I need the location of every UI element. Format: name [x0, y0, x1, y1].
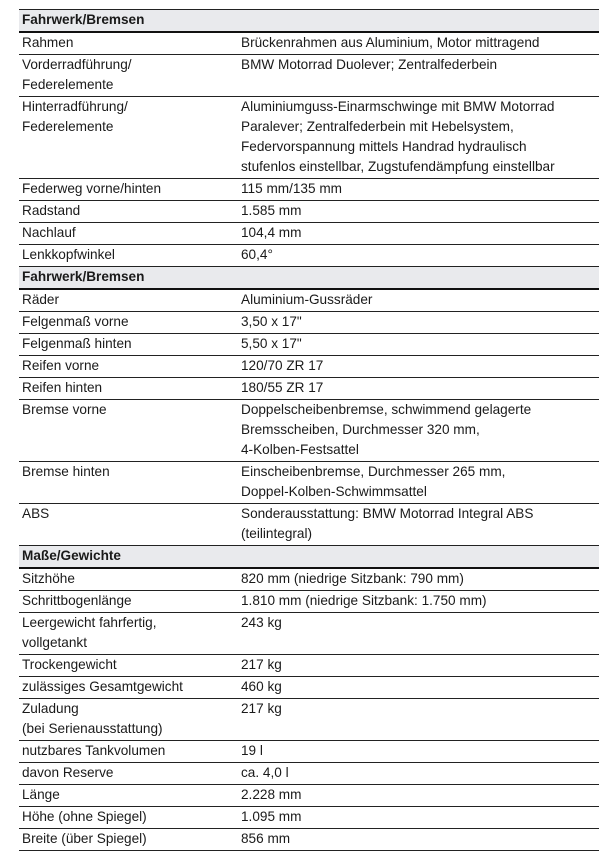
spec-value-line: Sonderausstattung: BMW Motorrad Integral ABS [241, 506, 534, 521]
spec-row [19, 223, 599, 245]
section-header [19, 267, 599, 290]
spec-label-line: Bremse hinten [22, 464, 110, 479]
spec-value [236, 201, 599, 223]
spec-row [19, 741, 599, 763]
spec-value [236, 289, 599, 312]
spec-label [19, 741, 236, 763]
spec-row [19, 55, 599, 97]
spec-value [236, 677, 599, 699]
spec-value-line: 820 mm (niedrige Sitzbank: 790 mm) [241, 571, 464, 586]
spec-label [19, 289, 236, 312]
section-header [19, 10, 599, 33]
spec-row [19, 97, 599, 179]
spec-value [236, 504, 599, 546]
spec-value-line: 3,50 x 17" [241, 314, 302, 329]
spec-value-line: 5,50 x 17" [241, 336, 302, 351]
spec-label-line: Radstand [22, 203, 81, 218]
spec-value-line: Aluminium-Gussräder [241, 292, 373, 307]
spec-value [236, 356, 599, 378]
spec-row [19, 591, 599, 613]
spec-label-line: Felgenmaß vorne [22, 314, 129, 329]
spec-label [19, 334, 236, 356]
spec-label-line: Reifen hinten [22, 380, 103, 395]
spec-label-line: davon Reserve [22, 765, 114, 780]
spec-row [19, 655, 599, 677]
spec-label [19, 245, 236, 267]
spec-label [19, 807, 236, 829]
spec-label [19, 763, 236, 785]
spec-value-line: 460 kg [241, 679, 282, 694]
spec-label-line: Leergewicht fahrfertig, [22, 615, 157, 630]
spec-value [236, 400, 599, 462]
spec-label-line: Räder [22, 292, 60, 307]
spec-label [19, 504, 236, 546]
spec-value-line: 104,4 mm [241, 225, 302, 240]
spec-value [236, 785, 599, 807]
spec-value [236, 699, 599, 741]
spec-label [19, 179, 236, 201]
spec-value-line: 1.095 mm [241, 809, 302, 824]
spec-value [236, 829, 599, 851]
spec-value-line: 120/70 ZR 17 [241, 358, 324, 373]
spec-value-line: stufenlos einstellbar, Zugstufendämpfung einstellbar [241, 159, 555, 174]
spec-row [19, 829, 599, 851]
spec-value-line: Doppelscheibenbremse, schwimmend gelagerte [241, 402, 532, 417]
spec-label [19, 462, 236, 504]
spec-value-line: 19 l [241, 743, 263, 758]
spec-label [19, 97, 236, 179]
spec-value-line: 60,4° [241, 247, 273, 262]
spec-row [19, 462, 599, 504]
spec-label [19, 378, 236, 400]
spec-value-line: Brückenrahmen aus Aluminium, Motor mittragend [241, 35, 540, 50]
spec-value-line: 2.228 mm [241, 787, 302, 802]
spec-value-line: BMW Motorrad Duolever; Zentralfederbein [241, 57, 498, 72]
spec-value [236, 763, 599, 785]
spec-row [19, 201, 599, 223]
spec-label-line: Felgenmaß hinten [22, 336, 132, 351]
spec-value-line: 115 mm/135 mm [241, 181, 342, 196]
spec-label [19, 55, 236, 97]
spec-row [19, 289, 599, 312]
section-heading: Fahrwerk/Bremsen [19, 10, 599, 33]
spec-value [236, 807, 599, 829]
spec-row [19, 785, 599, 807]
spec-value-line: 1.585 mm [241, 203, 302, 218]
spec-row [19, 378, 599, 400]
spec-value-line: Federvorspannung mittels Handrad hydraulisch [241, 139, 527, 154]
spec-value-line: 217 kg [241, 657, 282, 672]
spec-value [236, 591, 599, 613]
spec-value-line: ca. 4,0 l [241, 765, 289, 780]
spec-row [19, 677, 599, 699]
spec-value [236, 97, 599, 179]
spec-value [236, 55, 599, 97]
section-header [19, 546, 599, 569]
spec-table-body [19, 10, 599, 851]
spec-row [19, 400, 599, 462]
spec-value [236, 462, 599, 504]
spec-label [19, 699, 236, 741]
section-heading: Maße/Gewichte [19, 546, 599, 569]
spec-value [236, 613, 599, 655]
spec-label-line: Federelemente [22, 119, 114, 134]
spec-label-line: Hinterradführung/ [22, 99, 128, 114]
spec-label-line: Vorderradführung/ [22, 57, 132, 72]
spec-label-line: Nachlauf [22, 225, 76, 240]
spec-label-line: Länge [22, 787, 60, 802]
spec-row [19, 699, 599, 741]
spec-label-line: Federweg vorne/hinten [22, 181, 162, 196]
spec-label-line: Breite (über Spiegel) [22, 831, 147, 846]
spec-label-line: Federelemente [22, 77, 114, 92]
spec-label [19, 312, 236, 334]
spec-row [19, 763, 599, 785]
spec-label-line: ABS [22, 506, 50, 521]
spec-row [19, 356, 599, 378]
spec-value [236, 32, 599, 55]
spec-value-line: 1.810 mm (niedrige Sitzbank: 1.750 mm) [241, 593, 487, 608]
spec-value [236, 179, 599, 201]
spec-label [19, 655, 236, 677]
spec-label-line: zulässiges Gesamtgewicht [22, 679, 183, 694]
spec-label [19, 613, 236, 655]
spec-value [236, 741, 599, 763]
spec-label [19, 356, 236, 378]
spec-value-line: 217 kg [241, 701, 282, 716]
spec-value-line: 4-Kolben-Festsattel [241, 442, 359, 457]
spec-row [19, 613, 599, 655]
spec-label [19, 591, 236, 613]
spec-value-line: 856 mm [241, 831, 291, 846]
spec-label-line: Lenkkopfwinkel [22, 247, 115, 262]
spec-label-line: Höhe (ohne Spiegel) [22, 809, 147, 824]
spec-value-line: (teilintegral) [241, 526, 313, 541]
spec-label-line: Bremse vorne [22, 402, 107, 417]
spec-row [19, 504, 599, 546]
spec-label-line: Zuladung [22, 701, 79, 716]
spec-label-line: Schrittbogenlänge [22, 593, 132, 608]
spec-label-line: vollgetankt [22, 635, 87, 650]
spec-label-line: Trockengewicht [22, 657, 117, 672]
spec-value-line: 243 kg [241, 615, 282, 630]
spec-row [19, 312, 599, 334]
spec-label-line: (bei Serienausstattung) [22, 721, 163, 736]
spec-row [19, 334, 599, 356]
spec-row [19, 179, 599, 201]
spec-value-line: Doppel-Kolben-Schwimmsattel [241, 484, 427, 499]
spec-table [19, 9, 599, 851]
spec-label-line: nutzbares Tankvolumen [22, 743, 166, 758]
spec-label [19, 223, 236, 245]
spec-label [19, 829, 236, 851]
spec-value [236, 245, 599, 267]
spec-value [236, 378, 599, 400]
section-heading: Fahrwerk/Bremsen [19, 267, 599, 290]
spec-label [19, 400, 236, 462]
spec-label [19, 677, 236, 699]
spec-value-line: Paralever; Zentralfederbein mit Hebelsystem, [241, 119, 514, 134]
spec-value [236, 223, 599, 245]
spec-value [236, 334, 599, 356]
spec-label-line: Reifen vorne [22, 358, 100, 373]
spec-label [19, 32, 236, 55]
spec-label [19, 568, 236, 591]
spec-row [19, 807, 599, 829]
spec-value-line: Bremsscheiben, Durchmesser 320 mm, [241, 422, 480, 437]
spec-value-line: Einscheibenbremse, Durchmesser 265 mm, [241, 464, 506, 479]
spec-value [236, 568, 599, 591]
spec-value [236, 655, 599, 677]
spec-label [19, 201, 236, 223]
spec-row [19, 568, 599, 591]
spec-value-line: 180/55 ZR 17 [241, 380, 324, 395]
spec-value [236, 312, 599, 334]
spec-label [19, 785, 236, 807]
spec-value-line: Aluminiumguss-Einarmschwinge mit BMW Motorrad [241, 99, 555, 114]
spec-row [19, 32, 599, 55]
spec-label-line: Sitzhöhe [22, 571, 75, 586]
spec-label-line: Rahmen [22, 35, 74, 50]
spec-row [19, 245, 599, 267]
